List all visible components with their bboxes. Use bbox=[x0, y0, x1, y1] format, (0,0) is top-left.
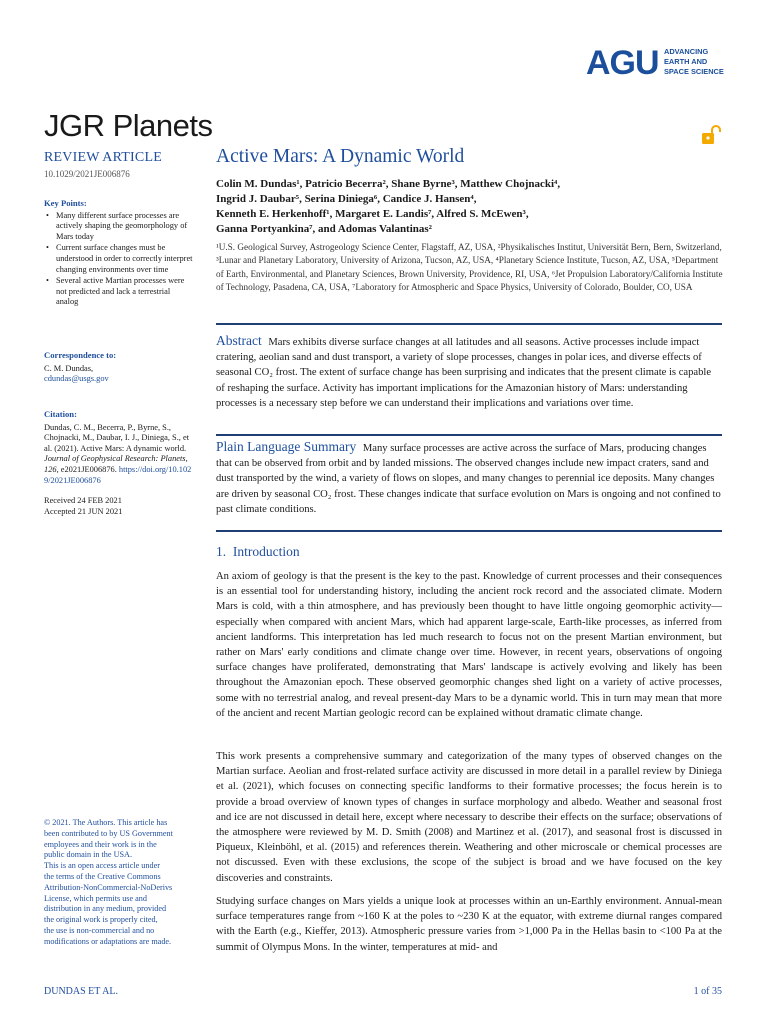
citation-doi-link[interactable]: https://doi.org/10.1029/2021JE006876 bbox=[44, 464, 192, 485]
received-date: Received 24 FEB 2021 bbox=[44, 496, 122, 506]
copyright-line[interactable]: Attribution-NonCommercial-NoDerivs bbox=[44, 882, 173, 892]
copyright-line: employees and their work is in the bbox=[44, 839, 157, 849]
intro-paragraph: An axiom of geology is that the present is the key to the past. Knowledge of current processes and their consequences is an essential tool for understanding history, including the ancient rock record and the associated climate. Modern Mars is cold, with a thin atmosphere, and has previously been thought to have little ongoing geomorphic activity—especially when compared with ancient Mars, which had apparent large-scale, Earth-like processes, as inferred from ancient landforms. This interpretation has led much research to focus not on the present Martian environment, but rather on Mars' early conditions and climate change over time. However, in recent years, observations of ongoing surface changes have proliferated, demonstrating that Mars' landscape is actively evolving and likely has been throughout the Amazonian epoch. These observed geomorphic changes shed light on a variety of active processes, some with no terrestrial analog, and reveal present-day Mars to be a dynamic world. This in turn may mean that more of the ancient and recent Martian geologic record can be explained without dramatic climate change. bbox=[216, 571, 722, 719]
key-point: • Several active Martian processes were not predicted and lack a terrestrial analog bbox=[44, 276, 194, 308]
affiliations: ¹U.S. Geological Survey, Astrogeology Science Center, Flagstaff, AZ, USA, ²Physikalisches Institut, Universität Bern, Bern, Switzerland, ³Lunar and Planetary Laboratory, University of Arizona, Tucson, AZ, USA, ⁴Planetary Science Institute, Tucson, AZ, USA, ⁵Department of Earth, Environmental, and Planetary Sciences, Brown University, Providence, RI, USA, ⁶Jet Propulsion Laboratory/California Institute of Technology, Pasadena, CA, USA, ⁷Laboratory for Atmospheric and Space Physics, University of Colorado, Boulder, CO, USA bbox=[216, 242, 723, 292]
abstract-text: Mars exhibits diverse surface changes at all latitudes and all seasons. Active processes include impact cratering, aeolian sand and dust transport, a variety of slope processes, changes in polar ices, and diverse effects of seasonal CO₂ frost. The extent of surface change has been surprising and indicates that the present climate is capable of reshaping the surface. Activity has important implications for the Amazonian history of Mars: understanding processes is a necessary step before we can understand their implications and variations over time. bbox=[216, 337, 712, 409]
key-points bbox=[44, 198, 194, 309]
author-list bbox=[216, 177, 726, 237]
author-line: Kenneth E. Herkenhoff¹, Margaret E. Landis⁷, Alfred S. McEwen³, bbox=[216, 208, 529, 220]
page-number: 1 of 35 bbox=[693, 986, 722, 997]
copyright-line: distribution in any medium, provided bbox=[44, 904, 167, 914]
author-line: Ingrid J. Daubar⁵, Serina Diniega⁶, Candice J. Hansen⁴, bbox=[216, 193, 477, 205]
copyright-line: © 2021. The Authors. This article has bbox=[44, 818, 168, 827]
copyright-notice bbox=[44, 818, 204, 948]
accepted-date: Accepted 21 JUN 2021 bbox=[44, 506, 123, 516]
copyright-line: the use is non-commercial and no bbox=[44, 925, 155, 935]
correspondence-heading: Correspondence to: bbox=[44, 350, 117, 360]
copyright-line: been contributed to by US Government bbox=[44, 828, 173, 838]
agu-logo[interactable] bbox=[586, 44, 736, 84]
key-point: • Current surface changes must be understood in order to correctly interpret changing environments over time bbox=[44, 243, 194, 275]
author-line: Colin M. Dundas¹, Patricio Becerra², Shane Byrne³, Matthew Chojnacki⁴, bbox=[216, 178, 561, 190]
citation-tail: e2021JE006876. bbox=[60, 464, 117, 474]
citation-heading: Citation: bbox=[44, 409, 77, 419]
agu-tag-line-2: EARTH AND bbox=[664, 57, 708, 66]
copyright-line: public domain in the USA. bbox=[44, 850, 133, 860]
correspondence-email[interactable]: cdundas@usgs.gov bbox=[44, 374, 109, 384]
intro-paragraph: Studying surface changes on Mars yields a unique look at processes within an un-Earthly environment. Annual-mean surface temperatures range from ~160 K at the poles to ~230 K at the equator, with extreme diurnal ranges compared with the Earth (e.g., Kieffer, 2013). Atmospheric pressure varies from >1,000 Pa in the Hellas basin to <100 Pa at the summit of Olympus Mons. In the winter, temperatures at mid- and bbox=[216, 896, 722, 953]
citation-journal: Journal of Geophysical Research: Planets, 126, bbox=[44, 454, 188, 474]
agu-tag-line-3: SPACE SCIENCE bbox=[664, 67, 724, 76]
intro-paragraph: This work presents a comprehensive summary and categorization of the many types of observed changes on the Martian surface. Aeolian and frost-related surface activity are discussed in more detail in a parallel review by Diniega et al. (2021), which focuses on connecting specific landforms to their formative processes; the focus herein is to provide a broad overview of known types of changes in surface morphology and albedo. Weather and seasonal frost and ice are not discussed in detail here, except where necessary to describe their effects on the surface; observations of the atmosphere were reviewed by M. D. Smith (2008) and Martinez et al. (2017), and seasonal frost is discussed in Piqueux, Kleinböhl, et al. (2015) and references therein. Weathering and other microscale or chemical processes are not discussed. Even with these exclusions, the scope of the subject is broad and we have focused on the key discoveries and constraints. bbox=[216, 751, 722, 884]
citation bbox=[44, 409, 196, 517]
doi: 10.1029/2021JE006876 bbox=[44, 169, 130, 179]
abstract-heading: Abstract bbox=[216, 333, 262, 348]
article-type: REVIEW ARTICLE bbox=[44, 150, 162, 165]
plain-language-text: Many surface processes are active across the surface of Mars, producing changes that can be observed from orbit and by landed missions. The observed changes include new impact craters, sand and dust transported by the wind, a variety of flows on slopes, and many changes to perennial ice deposits. Many changes are driven by seasonal CO₂ frost. These changes indicate that surface evolution on Mars is ongoing and not confined to past climate conditions. bbox=[216, 443, 721, 515]
agu-tag-line-1: ADVANCING bbox=[664, 47, 709, 56]
author-line: Ganna Portyankina⁷, and Adomas Valantinas² bbox=[216, 223, 432, 235]
copyright-line: modifications or adaptations are made. bbox=[44, 936, 172, 946]
section-heading-introduction: 1. Introduction bbox=[216, 544, 300, 559]
plain-language-summary bbox=[216, 439, 722, 517]
article-title: Active Mars: A Dynamic World bbox=[216, 146, 465, 167]
open-access-lock-icon bbox=[700, 124, 722, 146]
plain-language-heading: Plain Language Summary bbox=[216, 439, 357, 454]
key-points-heading: Key Points: bbox=[44, 198, 87, 208]
footer-author: DUNDAS ET AL. bbox=[44, 986, 118, 997]
copyright-line: License, which permits use and bbox=[44, 893, 147, 903]
citation-text: Dundas, C. M., Becerra, P., Byrne, S., Chojnacki, M., Daubar, I. J., Diniega, S., et al. (2021). Active Mars: A dynamic world. bbox=[44, 422, 190, 453]
copyright-line[interactable]: the terms of the Creative Commons bbox=[44, 871, 161, 881]
section-divider bbox=[216, 434, 722, 436]
key-point: • Many different surface processes are actively shaping the geomorphology of Mars today bbox=[44, 211, 194, 243]
abstract bbox=[216, 333, 722, 411]
section-divider bbox=[216, 323, 722, 325]
copyright-line: the original work is properly cited, bbox=[44, 915, 158, 925]
correspondence bbox=[44, 350, 194, 385]
section-divider bbox=[216, 530, 722, 532]
copyright-line: This is an open access article under bbox=[44, 861, 160, 871]
correspondence-name: C. M. Dundas, bbox=[44, 363, 94, 373]
agu-logo-letters: AGU bbox=[586, 44, 659, 82]
journal-name: JGR Planets bbox=[44, 108, 213, 143]
